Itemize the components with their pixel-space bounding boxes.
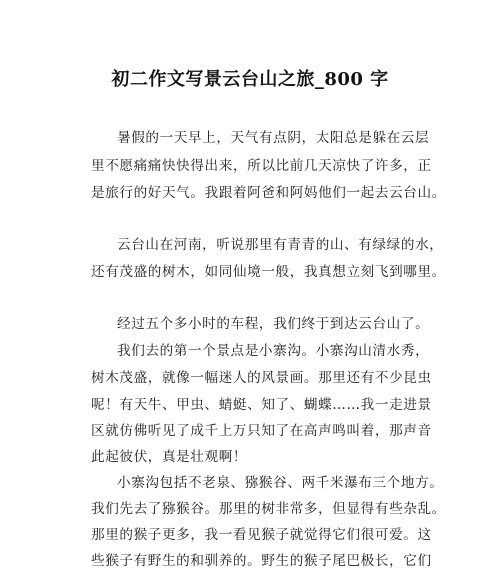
paragraph-line: 暑假的一天早上，天气有点阴，太阳总是躲在云层 <box>117 130 430 146</box>
paragraph-line: 里不愿痛痛快快得出来，所以比前几天凉快了许多，正 <box>91 158 432 174</box>
paragraph-line: 区就仿佛听见了成千上万只知了在高声鸣叫着，那声音 <box>91 423 432 439</box>
paragraph-line: 呢！有天牛、甲虫、蜻蜓、知了、蝴蝶……我一走进景 <box>91 397 432 413</box>
document-title: 初二作文写景云台山之旅_800 字 <box>111 69 389 90</box>
paragraph-line: 经过五个多小时的车程，我们终于到达云台山了。 <box>117 316 430 332</box>
paragraph-line: 我们去的第一个景点是小寨沟。小寨沟山清水秀， <box>117 343 430 359</box>
paragraph-line: 小寨沟包括不老泉、猕猴谷、两千米瀑布三个地方。 <box>117 475 444 491</box>
paragraph-line: 那里的猴子更多，我一看见猴子就觉得它们很可爱。这 <box>91 527 432 543</box>
paragraph-line: 是旅行的好天气。我跟着阿爸和阿妈他们一起去云台山。 <box>91 185 446 201</box>
paragraph-line: 还有茂盛的树木，如同仙境一般，我真想立刻飞到哪里。 <box>91 264 446 280</box>
paragraph-line: 我们先去了猕猴谷。那里的树非常多，但显得有些杂乱。 <box>91 501 446 517</box>
paragraph-line: 此起彼伏，真是壮观啊！ <box>91 449 248 465</box>
paragraph-line: 些猴子有野生的和驯养的。野生的猴子尾巴极长，它们 <box>91 553 432 569</box>
paragraph-line: 云台山在河南，听说那里有青青的山、有绿绿的水， <box>117 237 444 253</box>
paragraph-line: 树木茂盛，就像一幅迷人的风景画。那里还有不少昆虫 <box>91 370 432 386</box>
